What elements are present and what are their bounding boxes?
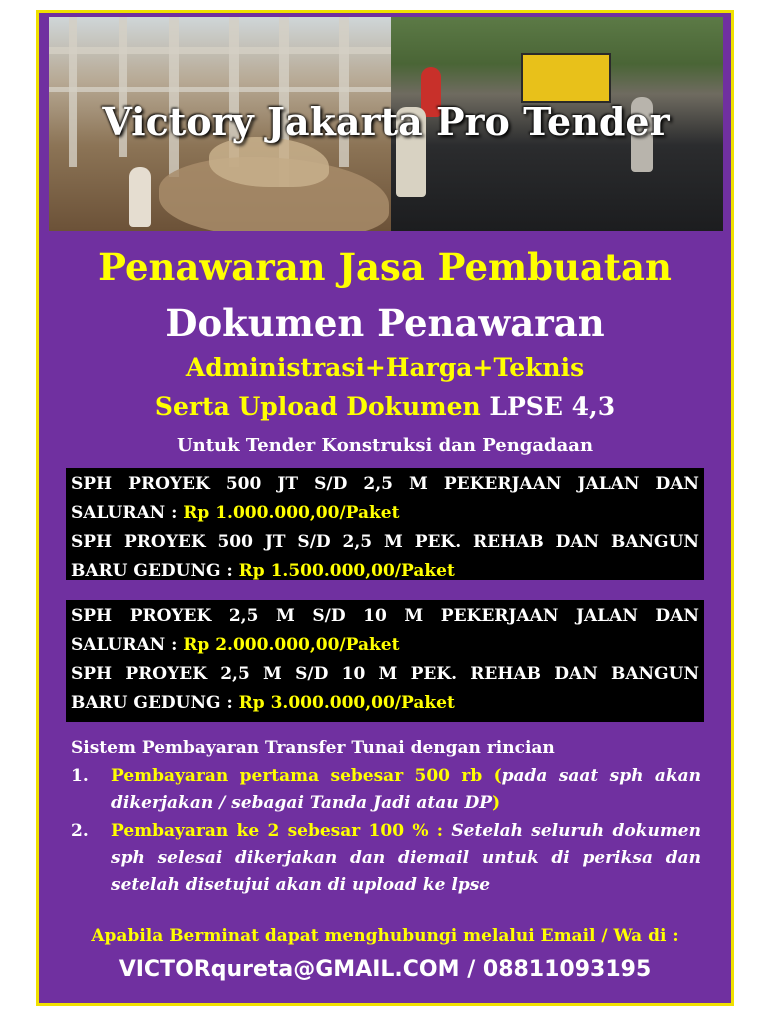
contact-prompt: Apabila Berminat dapat menghubungi melalui Email / Wa di :: [91, 926, 679, 946]
headline-line1: Penawaran Jasa Pembuatan: [98, 245, 672, 289]
price-line: BARU GEDUNG : Rp 3.000.000,00/Paket: [71, 693, 455, 713]
price-value: Rp 1.500.000,00/Paket: [238, 561, 455, 581]
price-box-1: [66, 468, 704, 580]
price-line: SPH PROYEK 2,5 M S/D 10 M PEKERJAAN JALAN DAN: [71, 606, 699, 626]
payment-section: [71, 735, 701, 899]
headline-line4-white: LPSE 4,3: [489, 392, 616, 421]
payment-heading: Sistem Pembayaran Transfer Tunai dengan rincian: [71, 738, 555, 758]
payment-item-1: 1. Pembayaran pertama sebesar 500 rb (pada saat sph akan dikerjakan / sebagai Tanda Jadi atau DP): [71, 766, 701, 813]
price-line: SPH PROYEK 500 JT S/D 2,5 M PEKERJAAN JALAN DAN: [71, 474, 699, 494]
contact-details: VICTORqureta@GMAIL.COM / 08811093195: [118, 957, 652, 982]
price-value: Rp 1.000.000,00/Paket: [183, 503, 400, 523]
hero-title: Victory Jakarta Pro Tender: [102, 99, 670, 144]
price-line: SALURAN : Rp 1.000.000,00/Paket: [71, 503, 400, 523]
price-line: SPH PROYEK 2,5 M S/D 10 M PEK. REHAB DAN BANGUN: [71, 664, 699, 684]
price-line: BARU GEDUNG : Rp 1.500.000,00/Paket: [71, 561, 455, 581]
headline-line4: [39, 392, 731, 421]
flyer-frame: [36, 10, 734, 1006]
payment-item-2: 2. Pembayaran ke 2 sebesar 100 % : Setelah seluruh dokumen sph selesai dikerjakan dan diemail untuk di periksa dan setelah disetujui akan di upload ke lpse: [71, 821, 701, 895]
price-line: SPH PROYEK 500 JT S/D 2,5 M PEK. REHAB DAN BANGUN: [71, 532, 699, 552]
headline-line5: Untuk Tender Konstruksi dan Pengadaan: [176, 435, 594, 456]
price-line: SALURAN : Rp 2.000.000,00/Paket: [71, 635, 400, 655]
hero-banner: [49, 17, 723, 231]
headline-line2: Dokumen Penawaran: [165, 301, 605, 345]
price-value: Rp 2.000.000,00/Paket: [183, 635, 400, 655]
headline-line4-yellow: Serta Upload Dokumen: [154, 392, 481, 421]
price-value: Rp 3.000.000,00/Paket: [238, 693, 455, 713]
headline-line3: Administrasi+Harga+Teknis: [185, 353, 585, 382]
price-box-2: [66, 600, 704, 722]
